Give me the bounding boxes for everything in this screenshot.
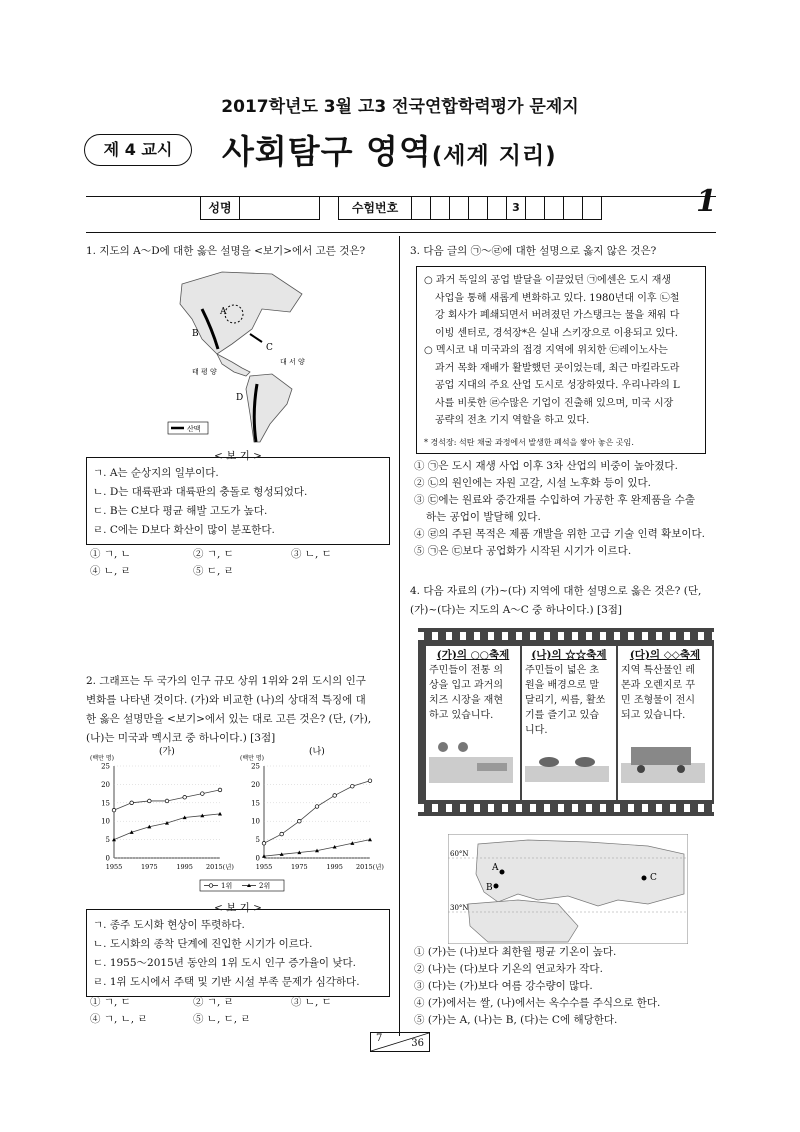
series-1-point	[333, 794, 337, 798]
chart-y-tick: 0	[255, 854, 260, 863]
q3-passage-line: 과거 목화 재배가 활발했던 곳이었는데, 최근 마킬라도라	[435, 362, 680, 374]
q4-europe-asia-map	[448, 834, 688, 944]
exam-number-field[interactable]	[338, 196, 602, 220]
fair-title: (나)의 ☆☆축제	[531, 649, 607, 661]
q3-option[interactable]: ⑤ ㉠은 ㉢보다 공업화가 시작된 시기가 이르다.	[414, 545, 632, 557]
fair-line: 원을 배경으로 말	[525, 680, 599, 691]
q3-option[interactable]: ③ ㉢에는 원료와 중간재를 수입하여 가공한 후 완제품을 수출	[414, 494, 695, 506]
chart-y-tick: 25	[101, 762, 110, 771]
q4-option[interactable]: ④ (가)에서는 쌀, (나)에서는 옥수수를 주식으로 한다.	[414, 997, 661, 1009]
q1-options	[90, 546, 390, 580]
q1-bogi-title: < 보 기 >	[214, 450, 262, 462]
q2-option[interactable]: ④ ㄱ, ㄴ, ㄹ	[90, 1013, 148, 1025]
series-line-2	[114, 814, 220, 840]
header-rule-bottom	[86, 232, 716, 233]
chart-x-tick: 1995	[176, 863, 193, 871]
map-point-c: C	[650, 873, 657, 883]
series-line-2	[264, 840, 370, 857]
fair-line: 달리기, 씨름, 활쏘	[525, 695, 606, 706]
q2-bogi-title: < 보 기 >	[214, 902, 262, 914]
fair-line: 몬과 오렌지로 꾸	[621, 680, 695, 691]
q3-passage-line: ○ 멕시코 내 미국과의 접경 지역에 위치한 ㉢레이노사는	[424, 345, 668, 356]
q2-option[interactable]: ② ㄱ, ㄹ	[193, 996, 234, 1008]
q4-stem-line: 4. 다음 자료의 (가)~(다) 지역에 대한 설명으로 옳은 것은? (단,	[410, 585, 702, 597]
q1-americas-map	[162, 264, 312, 444]
q3-passage-line: ○ 과거 독일의 공업 발달을 이끌었던 ㉠에센은 도시 재생	[424, 275, 672, 286]
q2-stem-line: 2. 그래프는 두 국가의 인구 규모 상위 1위와 2위 도시의 인구	[86, 675, 366, 687]
q2-option[interactable]: ③ ㄴ, ㄷ	[291, 996, 332, 1008]
exam-number-label: 수험번호	[339, 197, 412, 219]
q1-option[interactable]: ③ ㄴ, ㄷ	[291, 548, 332, 560]
q4-option[interactable]: ② (나)는 (다)보다 기온의 연교차가 작다.	[414, 963, 603, 975]
total-pages: 36	[411, 1038, 424, 1049]
q2-option[interactable]: ⑤ ㄴ, ㄷ, ㄹ	[193, 1013, 251, 1025]
q3-footnote: * 경석장: 석탄 채굴 과정에서 발생한 폐석을 쌓아 놓은 곳임.	[424, 437, 634, 447]
subject-title	[222, 126, 557, 173]
fair-line: 민 조형물이 전시	[621, 695, 695, 706]
chart-y-tick: 5	[255, 836, 260, 845]
exam-number-digit: 3	[507, 197, 526, 219]
q3-passage-line: 사를 비롯한 ㉣수많은 기업이 진출해 있으며, 미국 시장	[435, 397, 674, 409]
q4-option[interactable]: ⑤ (가)는 A, (나)는 B, (다)는 C에 해당한다.	[414, 1014, 618, 1026]
q3-option[interactable]: ④ ㉣의 주된 목적은 제품 개발을 위한 고급 기술 인력 확보이다.	[414, 528, 706, 540]
q3-passage-line: 강 회사가 폐쇄되면서 버려졌던 가스탱크는 물을 채워 다	[435, 310, 680, 321]
chart-x-tick: 1975	[141, 863, 158, 871]
series-1-point	[112, 808, 116, 812]
cheese-market-illustration	[429, 723, 513, 783]
q3-option[interactable]: ② ㉡의 원인에는 자원 고갈, 시설 노후화 등이 있다.	[414, 477, 651, 489]
chart-y-tick: 10	[101, 817, 110, 826]
map-legend: 산맥	[187, 425, 201, 433]
q1-option[interactable]: ① ㄱ, ㄴ	[90, 548, 131, 560]
chart-title: (나)	[309, 747, 325, 757]
fair-line: 상을 입고 과거의	[429, 680, 503, 691]
horse-race-illustration	[525, 738, 609, 782]
chart-title: (가)	[159, 747, 175, 757]
series-2-point	[368, 838, 372, 842]
fair-line: 치즈 시장을 재현	[429, 695, 503, 706]
map-lat-60: 60°N	[450, 850, 469, 858]
fair-title: (가)의 ○○축제	[436, 649, 510, 661]
q2-options	[90, 994, 390, 1028]
map-point-b: B	[486, 883, 493, 893]
q3-passage-line: 공략의 전초 기지 역할을 하고 있다.	[435, 415, 590, 426]
chart-x-tick: 1955	[105, 863, 123, 871]
map-point-a: A	[492, 863, 499, 873]
q1-bogi-item: ㄴ. D는 대륙판과 대륙판의 충돌로 형성되었다.	[93, 486, 308, 498]
legend-label-2: 2위	[259, 882, 271, 890]
q3-passage-line: 이빙 센터로, 경석장*은 실내 스키장으로 이용되고 있다.	[435, 327, 678, 339]
series-1-point	[218, 788, 222, 792]
fair-line: 되고 있습니다.	[621, 710, 686, 721]
series-1-point	[368, 779, 372, 783]
q2-bogi-item: ㄴ. 도시화의 종착 단계에 진입한 시기가 이르다.	[93, 938, 313, 950]
chart-y-tick: 10	[251, 817, 260, 826]
chart-x-tick: 2015(년)	[206, 863, 234, 871]
q2-bogi-item: ㄷ. 1955～2015년 동안의 1위 도시 인구 증가율이 낮다.	[93, 957, 356, 969]
chart-x-tick: 1975	[291, 863, 308, 871]
series-1-point	[262, 841, 266, 845]
q2-charts	[88, 744, 398, 894]
legend-label-1: 1위	[221, 882, 233, 890]
q3-passage-line: 사업을 통해 새롭게 변화하고 있다. 1980년대 이후 ㉡철	[435, 292, 680, 304]
q1-bogi-item: ㄷ. B는 C보다 평균 해발 고도가 높다.	[93, 505, 268, 517]
q2-bogi-box	[86, 900, 390, 997]
map-label-b: B	[192, 329, 199, 339]
q2-stem-line: 한 옳은 설명만을 <보기>에서 있는 대로 고른 것은? (단, (가),	[86, 713, 372, 725]
legend-marker-1	[209, 884, 213, 888]
chart-y-tick: 20	[101, 780, 110, 789]
map-lat-30: 30°N	[450, 904, 469, 912]
fair-line: 지역 특산물인 레	[621, 665, 695, 676]
chart-x-tick: 1955	[255, 863, 273, 871]
series-1-point	[315, 805, 319, 809]
chart-y-tick: 0	[105, 854, 110, 863]
subject-sub: (세계 지리)	[431, 143, 557, 169]
q3-passage	[416, 266, 706, 454]
series-1-point	[280, 832, 284, 836]
q3-option[interactable]: ① ㉠은 도시 재생 사업 이후 3차 산업의 비중이 높아졌다.	[414, 460, 678, 472]
q1-bogi-item: ㄱ. A는 순상지의 일부이다.	[93, 467, 219, 479]
map-label-d: D	[236, 393, 244, 403]
map-label-c: C	[266, 343, 273, 353]
series-1-point	[298, 819, 302, 823]
q3-stem: 3. 다음 글의 ㉠～㉣에 대한 설명으로 옳지 않은 것은?	[410, 245, 657, 257]
map-label-pacific: 태 평 양	[192, 368, 217, 376]
series-1-point	[148, 799, 152, 803]
chart-y-tick: 25	[251, 762, 260, 771]
q1-option[interactable]: ④ ㄴ, ㄹ	[90, 565, 131, 577]
fair-card-da	[618, 646, 712, 800]
fair-card-ga	[426, 646, 520, 800]
q2-stem-line: 변화를 나타낸 것이다. (가)와 비교한 (나)의 상대적 특징에 대	[86, 694, 366, 706]
q2-option[interactable]: ① ㄱ, ㄷ	[90, 996, 131, 1008]
q1-bogi-box	[86, 448, 390, 545]
fair-line: 주민들이 넓은 초	[525, 665, 599, 676]
fair-line: 기를 즐기고 있습	[525, 710, 599, 721]
chart-y-tick: 20	[251, 780, 260, 789]
fair-line: 주민들이 전통 의	[429, 665, 503, 676]
chart-unit: (백만 명)	[90, 755, 114, 762]
fair-line: 하고 있습니다.	[429, 710, 494, 721]
fair-line: 니다.	[525, 725, 548, 736]
column-divider	[399, 236, 400, 1036]
q1-stem: 1. 지도의 A～D에 대한 옳은 설명을 <보기>에서 고른 것은?	[86, 245, 366, 257]
q4-filmstrip	[418, 628, 714, 816]
exam-title: 2017학년도 3월 고3 전국연합학력평가 문제지	[221, 97, 579, 117]
chart-y-tick: 5	[105, 836, 110, 845]
q2-bogi-item: ㄹ. 1위 도시에서 주택 및 기반 시설 부족 문제가 심각하다.	[93, 976, 360, 988]
lemon-sculpture-illustration	[621, 723, 705, 783]
series-1-point	[130, 801, 134, 805]
series-1-point	[201, 792, 205, 796]
q1-option[interactable]: ⑤ ㄷ, ㄹ	[193, 565, 234, 577]
page-counter	[370, 1032, 430, 1052]
series-1-point	[165, 799, 169, 803]
q3-option-cont: 하는 공업이 발달해 있다.	[426, 511, 541, 523]
q4-option[interactable]: ③ (다)는 (가)보다 여름 강수량이 많다.	[414, 980, 593, 992]
page-number: 1	[696, 184, 717, 219]
q4-option[interactable]: ① (가)는 (나)보다 최한월 평균 기온이 높다.	[414, 946, 617, 958]
chart-x-tick: 1995	[326, 863, 343, 871]
name-field[interactable]	[200, 196, 320, 220]
subject-main: 사회탐구 영역	[222, 132, 432, 171]
series-1-point	[351, 784, 355, 788]
q4-stem-line: (가)~(다)는 지도의 A～C 중 하나이다.) [3점]	[410, 604, 623, 616]
chart-y-tick: 15	[251, 799, 260, 808]
q2-stem-line: (나)는 미국과 멕시코 중 하나이다.) [3점]	[86, 732, 276, 744]
period-badge: 제 4 교시	[84, 134, 192, 166]
q4-options	[414, 944, 714, 1029]
name-label: 성명	[201, 197, 240, 219]
fair-card-na	[522, 646, 616, 800]
q3-options	[414, 458, 714, 560]
fair-title: (다)의 ◇◇축제	[629, 649, 701, 661]
q1-bogi-item: ㄹ. C에는 D보다 화산이 많이 분포한다.	[93, 524, 275, 536]
series-1-point	[183, 795, 187, 799]
q1-option[interactable]: ② ㄱ, ㄷ	[193, 548, 234, 560]
q2-bogi-item: ㄱ. 종주 도시화 현상이 뚜렷하다.	[93, 919, 245, 931]
map-label-atlantic: 대 서 양	[280, 358, 305, 366]
chart-y-tick: 15	[101, 799, 110, 808]
chart-unit: (백만 명)	[240, 755, 264, 762]
q4-stem	[410, 582, 722, 620]
current-page: 7	[376, 1033, 383, 1044]
chart-x-tick: 2015(년)	[356, 863, 384, 871]
q2-stem	[86, 672, 398, 748]
map-label-a: A	[220, 307, 227, 317]
q3-passage-line: 공업 지대의 주요 산업 도시로 성장하였다. 우리나라의 L	[435, 380, 680, 391]
